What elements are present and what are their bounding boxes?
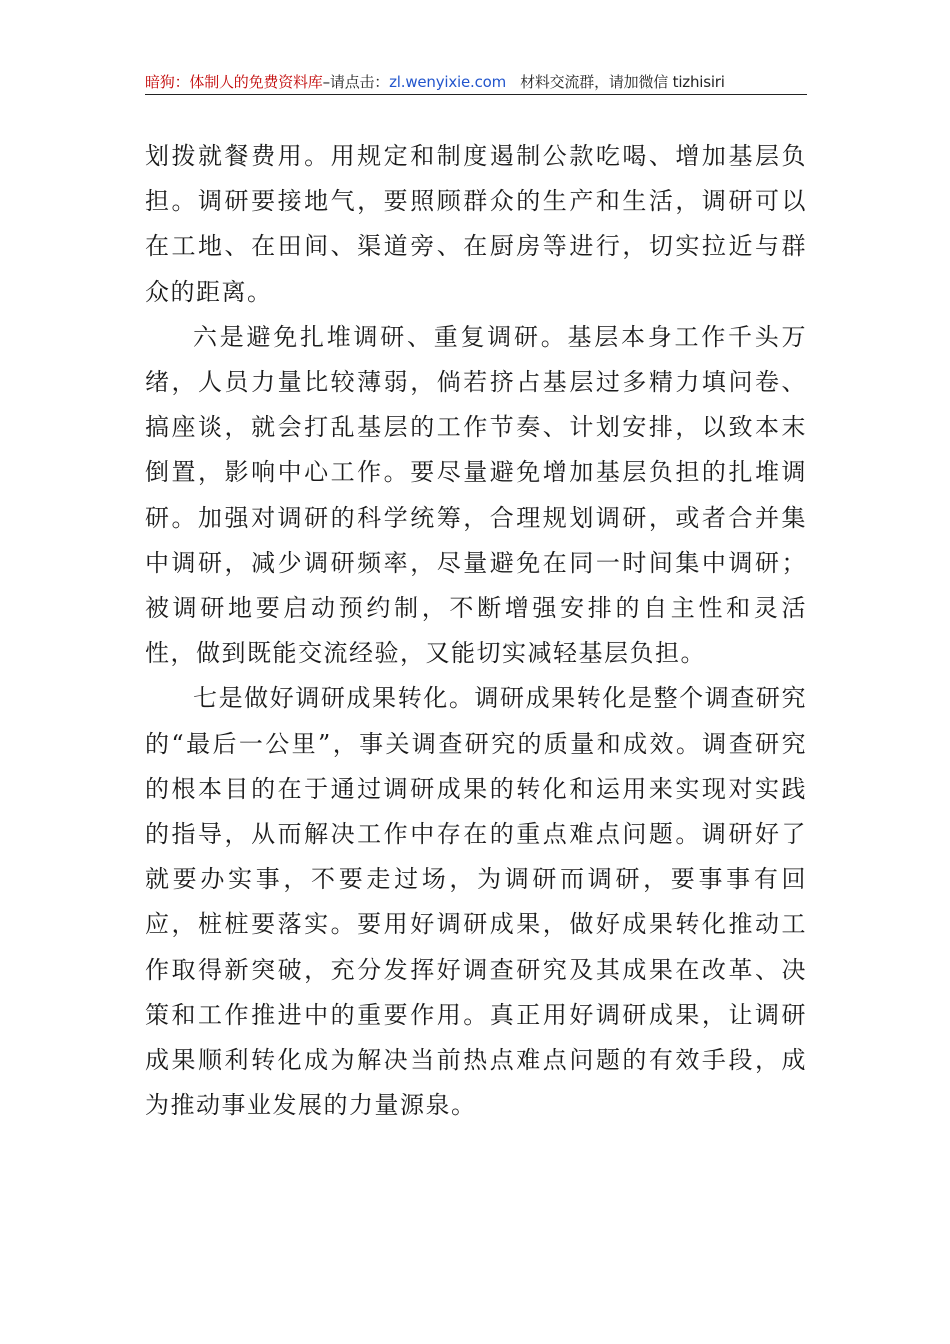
document-body — [145, 134, 807, 1128]
paragraph-continuation: 划拨就餐费用。用规定和制度遏制公款吃喝、增加基层负担。调研要接地气，要照顾群众的生产和生活，调研可以在工地、在田间、渠道旁、在厨房等进行，切实拉近与群众的距离。 — [145, 142, 807, 306]
header-click-prompt: –请点击： — [322, 73, 390, 91]
paragraph-avoid-repeated-research: 六是避免扎堆调研、重复调研。基层本身工作千头万绪，人员力量比较薄弱，倘若挤占基层过多精力填问卷、搞座谈，就会打乱基层的工作节奏、计划安排，以致本末倒置，影响中心工作。要尽量避免增加基层负担的扎堆调研。加强对调研的科学统筹，合理规划调研，或者合并集中调研，减少调研频率，尽量避免在同一时间集中调研；被调研地要启动预约制，不断增强安排的自主性和灵活性，做到既能交流经验，又能切实减轻基层负担。 — [145, 322, 807, 668]
header-promo-text: 暗狗：体制人的免费资料库 — [145, 73, 323, 91]
paragraph-research-results-conversion: 七是做好调研成果转化。调研成果转化是整个调查研究的“最后一公里”，事关调查研究的质量和成效。调查研究的根本目的在于通过调研成果的转化和运用来实现对实践的指导，从而解决工作中存在的重点难点问题。调研好了就要办实事，不要走过场，为调研而调研，要事事有回应，桩桩要落实。要用好调研成果，做好成果转化推动工作取得新突破，充分发挥好调查研究及其成果在改革、决策和工作推进中的重要作用。真正用好调研成果，让调研成果顺利转化成为解决当前热点难点问题的有效手段，成为推动事业发展的力量源泉。 — [145, 684, 807, 1120]
header-url-link[interactable]: zl.wenyixie.com — [389, 73, 507, 91]
page-header — [145, 70, 807, 95]
header-wechat-text: 材料交流群，请加微信 tizhisiri — [520, 73, 725, 91]
